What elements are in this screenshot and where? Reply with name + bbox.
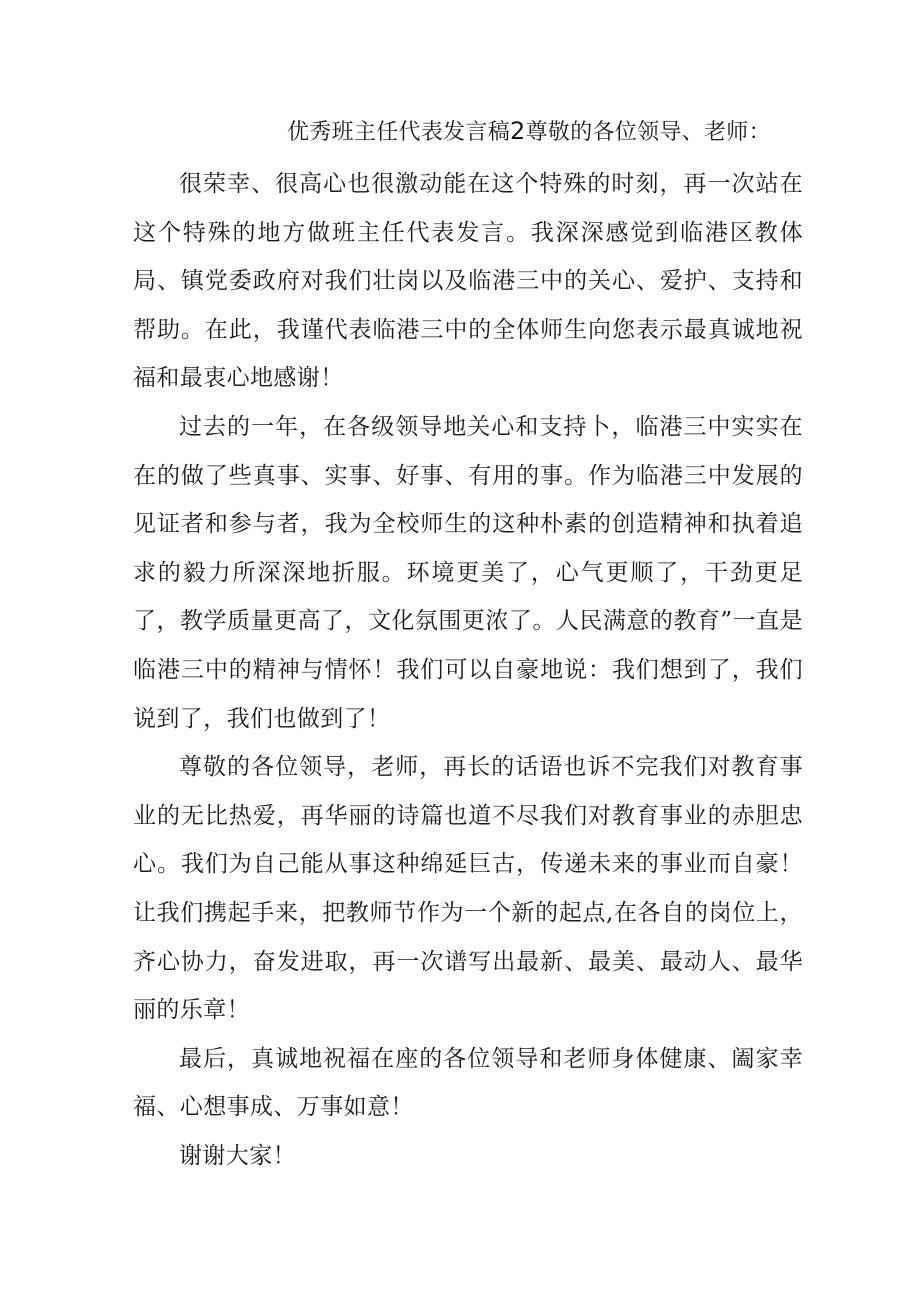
title-text: 优秀班主任代表发言稿: [287, 120, 511, 145]
salutation-text: 尊敬的各位领导、老师：: [525, 120, 771, 145]
title-number: 2: [510, 117, 526, 145]
paragraph-5: 谢谢大家！: [179, 1142, 296, 1169]
document-body: [133, 160, 803, 1180]
paragraph-2: 过去的一年，在各级领导地关心和支持卜，临港三中实实在在的做了些真事、实事、好事、有用的事。作为临港三中发展的见证者和参与者，我为全校师生的这种朴素的创造精神和执着追求的毅力所深深地折服。环境更美了，心气更顺了，干劲更足了，教学质量更高了，文化氛围更浓了。人民满意的教育”一直是临港三中的精神与情怀！我们可以自豪地说：我们想到了，我们说到了，我们也做到了！: [133, 413, 803, 732]
paragraph-4: 最后，真诚地祝福在座的各位领导和老师身体健康、阖家幸福、心想事成、万事如意！: [133, 1045, 803, 1121]
paragraph-1: 很荣幸、很高心也很激动能在这个特殊的时刻，再一次站在这个特殊的地方做班主任代表发言。我深深感觉到临港区教体局、镇党委政府对我们壮岗以及临港三中的关心、爱护、支持和帮助。在此，我谨代表临港三中的全体师生向您表示最真诚地祝福和最衷心地感谢！: [133, 171, 803, 392]
document-title: [287, 114, 771, 150]
paragraph-3: 尊敬的各位领导，老师，再长的话语也诉不完我们对教育事业的无比热爱，再华丽的诗篇也道不尽我们对教育事业的赤胆忠心。我们为自己能从事这种绵延巨古，传递未来的事业而自豪！让我们携起手来，把教师节作为一个新的起点,在各自的岗位上，齐心协力，奋发进取，再一次谱写出最新、最美、最动人、最华丽的乐章！: [133, 754, 803, 1024]
